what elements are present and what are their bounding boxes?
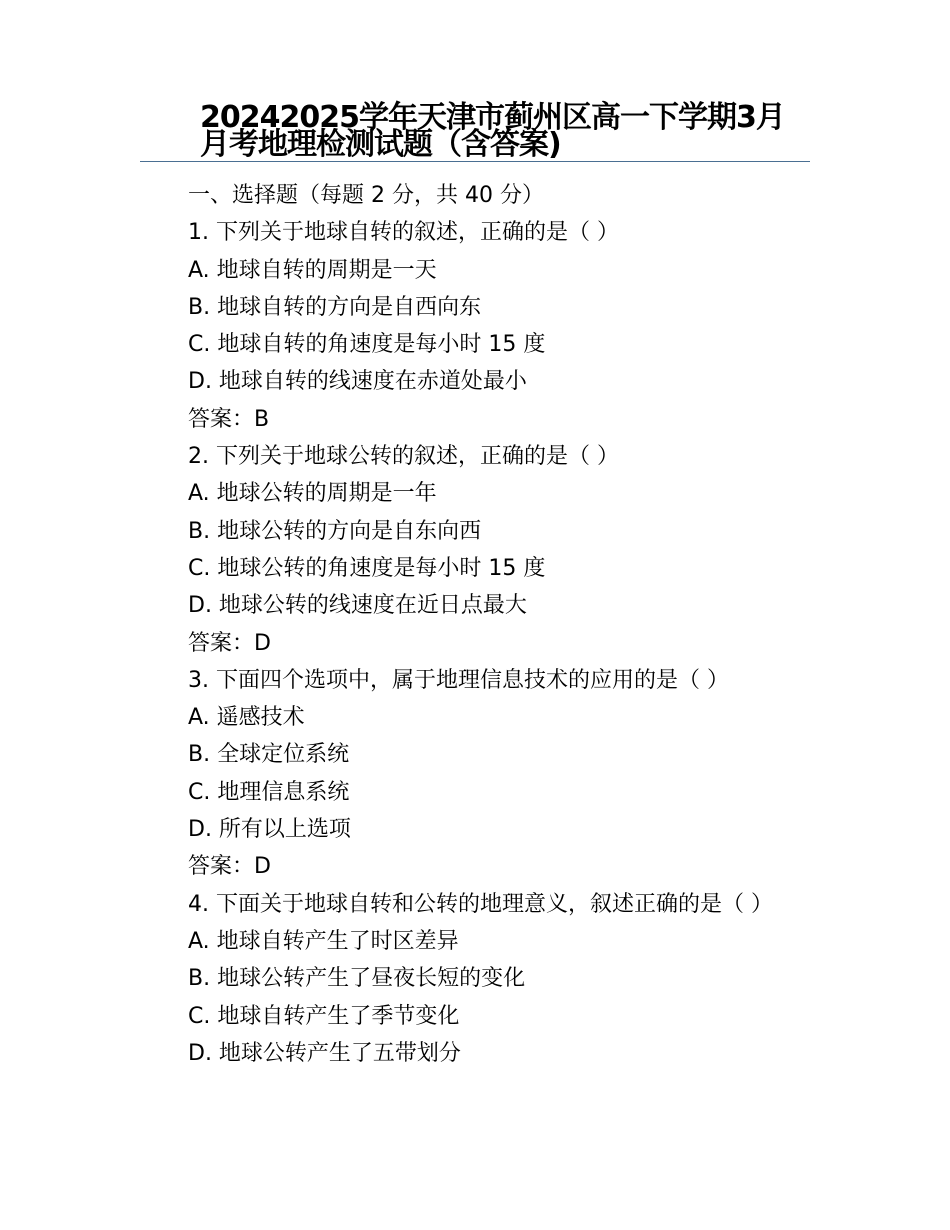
option-d: D. 地球公转产生了五带划分 — [188, 1040, 461, 1066]
document-title: 20242025学年天津市蓟州区高一下学期3月月考地理检测试题（含答案) — [200, 100, 785, 162]
option-d: D. 地球自转的线速度在赤道处最小 — [188, 369, 527, 395]
answer: 答案：B — [188, 406, 270, 432]
option-b: B. 全球定位系统 — [188, 742, 350, 768]
option-b: B. 地球公转的方向是自东向西 — [188, 518, 482, 544]
option-c: C. 地球自转产生了季节变化 — [188, 1003, 460, 1029]
question-stem: 4. 下面关于地球自转和公转的地理意义，叙述正确的是（ ） — [188, 891, 773, 917]
question-4 — [140, 886, 812, 1072]
question-stem: 3. 下面四个选项中，属于地理信息技术的应用的是（ ） — [188, 667, 729, 693]
option-a: A. 地球自转产生了时区差异 — [188, 928, 459, 954]
question-1 — [140, 214, 812, 438]
answer: 答案：D — [188, 854, 271, 880]
option-a: A. 遥感技术 — [188, 705, 305, 731]
section-heading: 一、选择题（每题 2 分，共 40 分） — [188, 183, 544, 208]
option-b: B. 地球公转产生了昼夜长短的变化 — [188, 966, 526, 992]
option-c: C. 地球公转的角速度是每小时 15 度 — [188, 555, 546, 581]
question-stem: 2. 下列关于地球公转的叙述，正确的是（ ） — [188, 444, 619, 470]
option-d: D. 地球公转的线速度在近日点最大 — [188, 593, 527, 619]
option-a: A. 地球公转的周期是一年 — [188, 481, 437, 507]
option-a: A. 地球自转的周期是一天 — [188, 257, 437, 283]
question-2 — [140, 438, 812, 662]
option-c: C. 地理信息系统 — [188, 779, 350, 805]
question-stem: 1. 下列关于地球自转的叙述，正确的是（ ） — [188, 220, 619, 246]
answer: 答案：D — [188, 630, 271, 656]
question-3 — [140, 662, 812, 886]
option-d: D. 所有以上选项 — [188, 817, 351, 843]
title-underline — [140, 161, 810, 162]
option-b: B. 地球自转的方向是自西向东 — [188, 294, 482, 320]
document-body — [140, 177, 812, 1072]
option-c: C. 地球自转的角速度是每小时 15 度 — [188, 332, 546, 358]
